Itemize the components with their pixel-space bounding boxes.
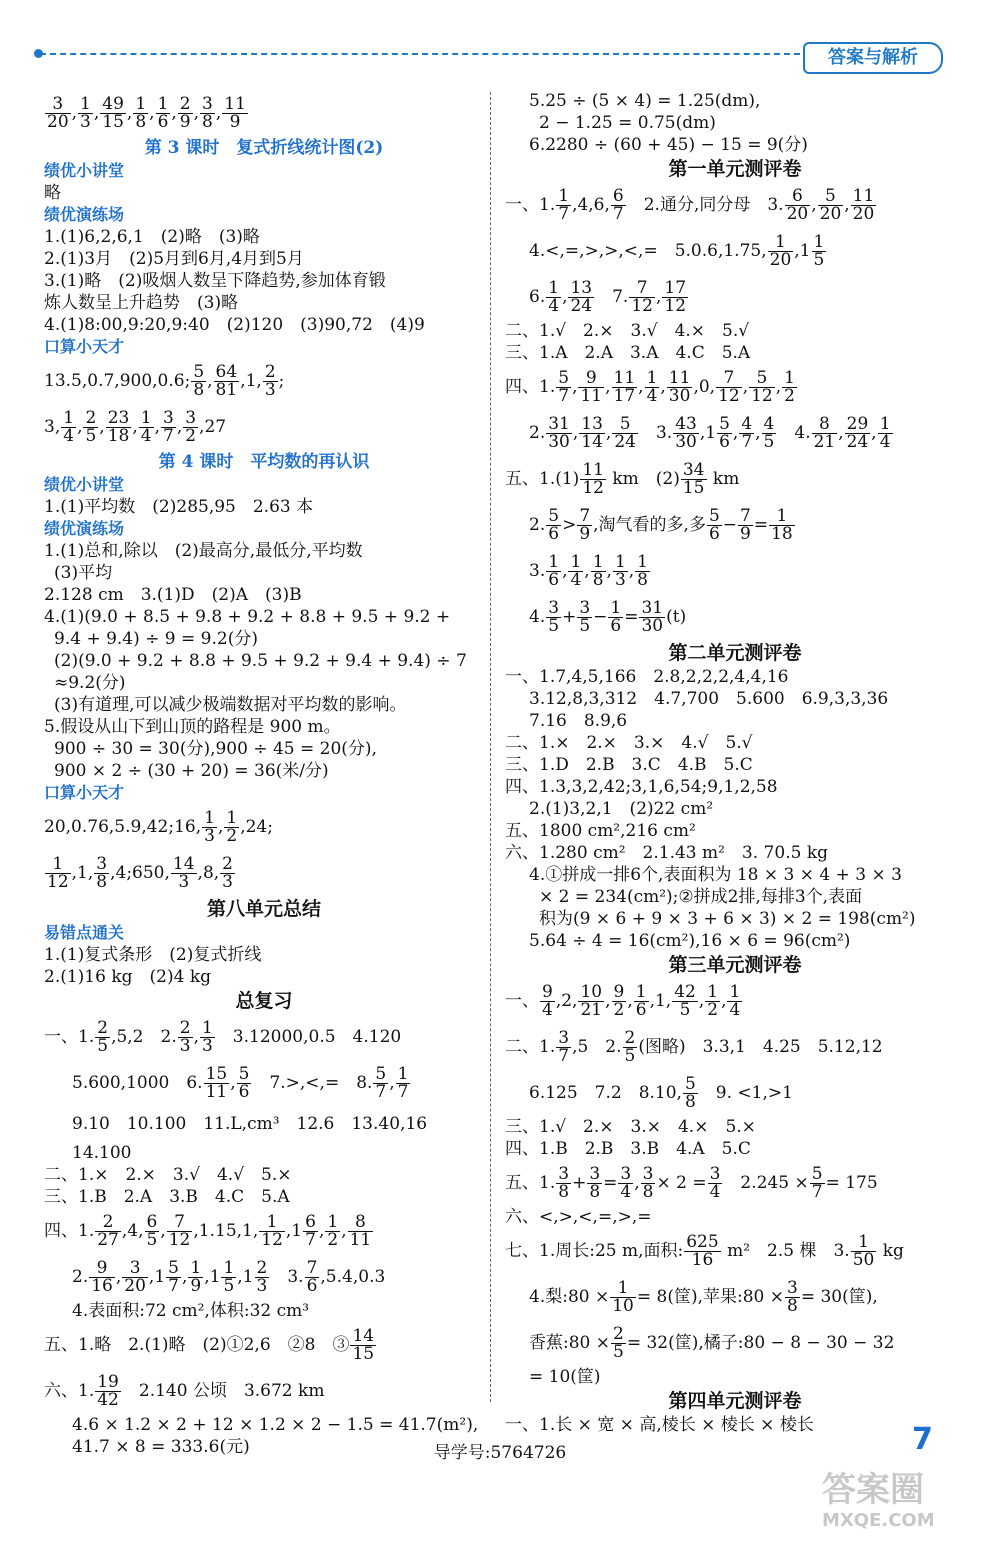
fraction: $\frac{2}{3}$ (222, 854, 233, 892)
answer-line: 二、1.× 2.× 3.× 4.√ 5.√ (505, 733, 753, 753)
fraction: $\frac{3}{4}$ (620, 1164, 632, 1202)
section-xjt: 绩优小讲堂 (44, 475, 125, 494)
answer-line: 5.600,1000 6. $\frac{15}{11}$ , $\frac{5}{6}$ 7.>,<,= 8. $\frac{5}{7}$ , $\frac{1}{7}$ (72, 1064, 409, 1102)
fraction: $\frac{2}{9}$ (179, 94, 191, 132)
fraction: $\frac{8}{21}$ (813, 414, 836, 452)
answer-line: 4.(1)(9.0 + 8.5 + 9.8 + 9.2 + 8.8 + 9.5 + 9.2 + (44, 607, 451, 627)
fraction: $\frac{3}{7}$ (162, 408, 174, 446)
section-ks: 口算小天才 (44, 783, 125, 802)
fraction: $\frac{9}{2}$ (613, 982, 625, 1020)
answer-line: 三、1.A 2.A 3.A 4.C 5.A (505, 343, 751, 363)
answer-line: (2)(9.0 + 9.2 + 8.8 + 9.5 + 9.2 + 9.4 + 9.4) ÷ 7 (54, 651, 467, 671)
fraction: $\frac{1}{2}$ (226, 808, 238, 846)
fraction: $\frac{6}{5}$ (146, 1212, 158, 1250)
fraction: $\frac{7}{12}$ (168, 1212, 191, 1250)
mental-math-line: 3, $\frac{1}{4}$ , $\frac{2}{5}$ , $\frac{23}{18}$ , $\frac{1}{4}$ , $\frac{3}{7}$ , $\frac{3}{2}$ ,27 (44, 408, 227, 446)
header-divider (40, 53, 800, 55)
fraction: $\frac{7}{12}$ (631, 278, 653, 316)
fraction: $\frac{5}{8}$ (193, 362, 205, 400)
fraction: $\frac{17}{12}$ (664, 278, 687, 316)
fraction: $\frac{1}{4}$ (729, 982, 741, 1020)
answer-line: 炼人数呈上升趋势 (3)略 (44, 293, 239, 313)
fraction: $\frac{15}{11}$ (205, 1064, 228, 1102)
answer-line: 三、1.B 2.A 3.B 4.C 5.A (44, 1187, 290, 1207)
answer-line: 2.(1)16 kg (2)4 kg (44, 967, 212, 987)
fraction: $\frac{3}{8}$ (558, 1164, 570, 1202)
answer-line: 略 (44, 183, 61, 203)
column-divider (490, 92, 491, 1402)
fraction: $\frac{23}{18}$ (107, 408, 130, 446)
fraction: $\frac{2}{27}$ (97, 1212, 119, 1250)
fraction: $\frac{5}{6}$ (708, 506, 720, 544)
fraction: $\frac{7}{9}$ (740, 506, 751, 544)
answer-line: 一、1.长 × 宽 × 高,棱长 × 棱长 × 棱长 (505, 1415, 814, 1435)
answer-line: 7.16 8.9,6 (529, 711, 628, 731)
fraction: $\frac{13}{14}$ (581, 414, 603, 452)
fraction: $\frac{3}{8}$ (642, 1164, 654, 1202)
answer-line: 14.100 (72, 1143, 132, 1163)
fraction: $\frac{29}{24}$ (846, 414, 869, 452)
answer-line: 2. $\frac{9}{16}$ , $\frac{3}{20}$ ,1 $\frac{5}{7}$ , $\frac{1}{9}$ ,1 $\frac{1}{5}$ ,1 $\frac{2}{3}$ 3. $\frac{7}{6}$ ,5.4,0.3 (72, 1258, 386, 1296)
fraction: $\frac{3}{20}$ (47, 94, 69, 132)
fraction: $\frac{1}{6}$ (610, 598, 622, 636)
fraction: $\frac{9}{11}$ (580, 368, 603, 406)
section-ylc: 绩优演练场 (44, 519, 125, 538)
fraction: $\frac{2}{5}$ (85, 408, 97, 446)
fraction: $\frac{3}{20}$ (124, 1258, 146, 1296)
fraction: $\frac{1}{12}$ (261, 1212, 283, 1250)
fraction: $\frac{2}{3}$ (179, 1018, 191, 1056)
fraction: $\frac{2}{5}$ (97, 1018, 109, 1056)
fraction: $\frac{1}{4}$ (879, 414, 891, 452)
fraction: $\frac{5}{20}$ (819, 186, 842, 224)
fraction: $\frac{5}{7}$ (375, 1064, 387, 1102)
answer-line: 4.(1)8:00,9:20,9:40 (2)120 (3)90,72 (4)9 (44, 315, 425, 335)
answer-line: 2 − 1.25 = 0.75(dm) (539, 113, 716, 133)
fraction: $\frac{5}{24}$ (614, 414, 636, 452)
fraction: $\frac{1}{4}$ (570, 552, 582, 590)
section-yc: 易错点通关 (44, 923, 125, 942)
answer-line: 4. $\frac{3}{5}$ + $\frac{3}{5}$ − $\frac{1}{6}$ = $\frac{31}{30}$ (t) (529, 598, 687, 636)
answer-line: 4.表面积:72 cm²,体积:32 cm³ (72, 1301, 310, 1321)
fraction: $\frac{1}{8}$ (592, 552, 604, 590)
fraction: $\frac{5}{12}$ (751, 368, 773, 406)
fraction: $\frac{3}{8}$ (787, 1278, 798, 1316)
fraction: $\frac{1}{3}$ (201, 1018, 213, 1056)
fraction: $\frac{3}{7}$ (558, 1028, 570, 1066)
fraction: $\frac{1}{5}$ (813, 232, 825, 270)
answer-line: 9.4 + 9.4) ÷ 9 = 9.2(分) (54, 629, 258, 649)
fraction: $\frac{2}{3}$ (256, 1258, 268, 1296)
lesson-4-title: 第 4 课时 平均数的再认识 (158, 452, 370, 472)
section-ks: 口算小天才 (44, 337, 125, 356)
fraction: $\frac{5}{7}$ (168, 1258, 179, 1296)
fraction: $\frac{34}{15}$ (682, 460, 705, 498)
unit-3-test-title: 第三单元测评卷 (668, 954, 802, 976)
fraction: $\frac{1}{2}$ (327, 1212, 339, 1250)
fraction: $\frac{3}{2}$ (185, 408, 197, 446)
fraction: $\frac{64}{81}$ (215, 362, 238, 400)
answer-line: 4.①拼成一排6个,表面积为 18 × 3 × 4 + 3 × 3 (529, 865, 902, 885)
fraction: $\frac{5}{6}$ (719, 414, 730, 452)
fraction: $\frac{14}{3}$ (172, 854, 195, 892)
fraction: $\frac{1}{3}$ (204, 808, 215, 846)
lesson-3-title: 第 3 课时 复式折线统计图(2) (144, 138, 384, 158)
section-ylc: 绩优演练场 (44, 205, 125, 224)
answer-line: 四、1. $\frac{5}{7}$ , $\frac{9}{11}$ , $\frac{11}{17}$ , $\frac{1}{4}$ , $\frac{11}{30}$ ,0, $\frac{7}{12}$ , $\frac{5}{12}$ , $\frac{1}{2}$ (505, 368, 795, 406)
answer-line: 6.125 7.2 8.10, $\frac{5}{8}$ 9. <1,>1 (529, 1074, 793, 1112)
answer-line: × 2 = 234(cm²);②拼成2排,每排3个,表面 (539, 887, 863, 907)
fraction: $\frac{1}{2}$ (707, 982, 719, 1020)
fraction: $\frac{1}{7}$ (397, 1064, 409, 1102)
mental-math-line: $\frac{1}{12}$ ,1, $\frac{3}{8}$ ,4;650, $\frac{14}{3}$ ,8, $\frac{2}{3}$ (47, 854, 233, 892)
fraction: $\frac{10}{21}$ (580, 982, 603, 1020)
mental-math-line: 13.5,0.7,900,0.6; $\frac{5}{8}$ , $\frac{64}{81}$ ,1, $\frac{2}{3}$ ; (44, 362, 285, 400)
fraction: $\frac{5}{6}$ (238, 1064, 250, 1102)
answer-line: 二、1.√ 2.× 3.√ 4.× 5.√ (505, 321, 750, 341)
fraction: $\frac{11}{12}$ (582, 460, 604, 498)
fraction: $\frac{1}{12}$ (47, 854, 69, 892)
answer-line: ≈9.2(分) (54, 673, 126, 693)
answer-line: 香蕉:80 × $\frac{2}{5}$ = 32(筐),橘子:80 − 8 − 30 − 32 (529, 1324, 895, 1362)
fraction: $\frac{6}{7}$ (305, 1212, 316, 1250)
unit-4-test-title: 第四单元测评卷 (668, 1390, 802, 1412)
fraction: $\frac{1}{8}$ (135, 94, 147, 132)
fraction: $\frac{7}{9}$ (579, 506, 591, 544)
fraction: $\frac{1}{7}$ (558, 186, 570, 224)
fraction: $\frac{14}{15}$ (352, 1326, 375, 1364)
answer-line: 四、1.B 2.B 3.B 4.A 5.C (505, 1139, 751, 1159)
answer-line: 一、 $\frac{9}{4}$ ,2, $\frac{10}{21}$ , $\frac{9}{2}$ , $\frac{1}{6}$ ,1, $\frac{42}{5}$ , $\frac{1}{2}$ , $\frac{1}{4}$ (505, 982, 741, 1020)
answer-line: 五、1.(1) $\frac{11}{12}$ km (2) $\frac{34}{15}$ km (505, 460, 740, 498)
fraction: $\frac{1}{4}$ (548, 278, 560, 316)
fraction: $\frac{1}{4}$ (140, 408, 152, 446)
general-review-title: 总复习 (235, 990, 293, 1012)
answer-line: 1.(1)总和,除以 (2)最高分,最低分,平均数 (44, 541, 363, 561)
page-number: 7 (912, 1422, 933, 1457)
fraction: $\frac{3}{5}$ (548, 598, 560, 636)
fraction: $\frac{1}{50}$ (852, 1232, 875, 1270)
fraction: $\frac{5}{6}$ (548, 506, 560, 544)
unit-2-test-title: 第二单元测评卷 (668, 642, 802, 664)
answer-line: 2. $\frac{5}{6}$ > $\frac{7}{9}$ ,淘气看的多,多 $\frac{5}{6}$ − $\frac{7}{9}$ = $\frac{1}{18}$ (529, 506, 793, 544)
fraction: $\frac{7}{6}$ (306, 1258, 318, 1296)
answer-line: 一、1.7,4,5,166 2.8,2,2,2,4,4,16 (505, 667, 789, 687)
left-column (44, 90, 484, 1458)
right-column (505, 90, 965, 1436)
answer-line: 4.梨:80 × $\frac{1}{10}$ = 8(筐),苹果:80 × $\frac{3}{8}$ = 30(筐), (529, 1278, 878, 1316)
section-xjt: 绩优小讲堂 (44, 161, 125, 180)
answer-line: 一、1. $\frac{1}{7}$ ,4,6, $\frac{6}{7}$ 2.通分,同分母 3. $\frac{6}{20}$ , $\frac{5}{20}$ , $\frac{11}{20}$ (505, 186, 875, 224)
answer-line: 二、1.× 2.× 3.√ 4.√ 5.× (44, 1165, 292, 1185)
mental-math-line: 20,0.76,5.9,42;16, $\frac{1}{3}$ , $\frac{1}{2}$ ,24; (44, 808, 273, 846)
answer-line: 1.(1)平均数 (2)285,95 2.63 本 (44, 497, 314, 517)
fraction: $\frac{1}{3}$ (80, 94, 91, 132)
fraction: $\frac{3}{4}$ (709, 1164, 721, 1202)
fraction: $\frac{1}{5}$ (223, 1258, 235, 1296)
fraction: $\frac{3}{8}$ (96, 854, 108, 892)
fraction: $\frac{6}{20}$ (786, 186, 809, 224)
answer-line: 2.(1)3,2,1 (2)22 cm² (529, 799, 714, 819)
fraction: $\frac{1}{8}$ (637, 552, 648, 590)
fraction: $\frac{5}{7}$ (811, 1164, 823, 1202)
answer-line: 2. $\frac{31}{30}$ , $\frac{13}{14}$ , $\frac{5}{24}$ 3. $\frac{43}{30}$ ,1 $\frac{5}{6}$ , $\frac{4}{7}$ , $\frac{4}{5}$ 4. $\frac{8}{21}$ , $\frac{29}{24}$ , $\frac{1}{4}$ (529, 414, 891, 452)
answer-line: 5.64 ÷ 4 = 16(cm²),16 × 6 = 96(cm²) (529, 931, 851, 951)
fraction: $\frac{3}{8}$ (202, 94, 213, 132)
answer-line: 六、1. $\frac{19}{42}$ 2.140 公顷 3.672 km (44, 1372, 325, 1410)
fraction-row: $\frac{3}{20}$ , $\frac{1}{3}$ , $\frac{49}{15}$ , $\frac{1}{8}$ , $\frac{1}{6}$ , $\frac{2}{9}$ , $\frac{3}{8}$ , $\frac{11}{9}$ (47, 94, 246, 132)
answer-line: 四、1.3,3,2,42;3,1,6,54;9,1,2,58 (505, 777, 778, 797)
answer-line: 五、1. $\frac{3}{8}$ + $\frac{3}{8}$ = $\frac{3}{4}$ , $\frac{3}{8}$ × 2 = $\frac{3}{4}$ 2.245 × $\frac{5}{7}$ = 175 (505, 1164, 878, 1202)
fraction: $\frac{1}{9}$ (190, 1258, 202, 1296)
answer-line: 900 × 2 ÷ (30 + 20) = 36(米/分) (54, 761, 329, 781)
fraction: $\frac{1}{6}$ (157, 94, 169, 132)
fraction: $\frac{5}{7}$ (558, 368, 570, 406)
fraction: $\frac{2}{3}$ (264, 362, 276, 400)
fraction: $\frac{7}{12}$ (718, 368, 740, 406)
fraction: $\frac{1}{3}$ (614, 552, 626, 590)
fraction: $\frac{5}{8}$ (684, 1074, 696, 1112)
fraction: $\frac{4}{7}$ (741, 414, 753, 452)
answer-line: 6. $\frac{1}{4}$ , $\frac{13}{24}$ 7. $\frac{7}{12}$ , $\frac{17}{12}$ (529, 278, 687, 316)
answer-line: 3.12,8,3,312 4.7,700 5.600 6.9,3,3,36 (529, 689, 889, 709)
answer-line: 一、1. $\frac{2}{5}$ ,5,2 2. $\frac{2}{3}$ , $\frac{1}{3}$ 3.12000,0.5 4.120 (44, 1018, 402, 1056)
fraction: $\frac{11}{30}$ (668, 368, 691, 406)
fraction: $\frac{11}{9}$ (224, 94, 246, 132)
answer-line: = 10(筐) (529, 1367, 601, 1387)
answer-line: 9.10 10.100 11.L,cm³ 12.6 13.40,16 (72, 1114, 428, 1134)
fraction: $\frac{2}{5}$ (613, 1324, 624, 1362)
answer-line: 五、1.略 2.(1)略 (2)①2,6 ②8 ③ $\frac{14}{15}$ (44, 1326, 375, 1364)
fraction: $\frac{1}{20}$ (769, 232, 792, 270)
answer-line: 1.(1)6,2,6,1 (2)略 (3)略 (44, 227, 260, 247)
answer-line: 六、<,>,<,=,>,= (505, 1207, 652, 1227)
guide-number: 导学号:5764726 (433, 1443, 567, 1463)
answer-line: 4.6 × 1.2 × 2 + 12 × 1.2 × 2 − 1.5 = 41.7(m²), (72, 1415, 479, 1435)
unit-1-test-title: 第一单元测评卷 (668, 158, 802, 180)
fraction: $\frac{6}{7}$ (612, 186, 624, 224)
answer-line: 6.2280 ÷ (60 + 45) − 15 = 9(分) (529, 135, 808, 155)
fraction: $\frac{11}{17}$ (613, 368, 636, 406)
fraction: $\frac{19}{42}$ (97, 1372, 119, 1410)
answer-line: 七、1.周长:25 m,面积: $\frac{625}{16}$ m² 2.5 棵 3. $\frac{1}{50}$ kg (505, 1232, 904, 1270)
fraction: $\frac{31}{30}$ (641, 598, 664, 636)
watermark-logo: 答案圈 MXQE.COM (822, 1470, 935, 1531)
answer-line: 5.假设从山下到山顶的路程是 900 m。 (44, 717, 341, 737)
fraction: $\frac{1}{18}$ (771, 506, 793, 544)
answer-line: 四、1. $\frac{2}{27}$ ,4, $\frac{6}{5}$ , $\frac{7}{12}$ ,1.15,1, $\frac{1}{12}$ ,1 $\frac{6}{7}$ , $\frac{1}{2}$ , $\frac{8}{11}$ (44, 1212, 372, 1250)
fraction: $\frac{4}{5}$ (763, 414, 775, 452)
answer-line: 五、1800 cm²,216 cm² (505, 821, 696, 841)
fraction: $\frac{1}{10}$ (612, 1278, 634, 1316)
answer-line: 900 ÷ 30 = 30(分),900 ÷ 45 = 20(分), (54, 739, 377, 759)
fraction: $\frac{49}{15}$ (102, 94, 124, 132)
answer-line: 积为(9 × 6 + 9 × 3 + 6 × 3) × 2 = 198(cm²) (539, 909, 916, 929)
fraction: $\frac{8}{11}$ (349, 1212, 372, 1250)
answer-line: 3. $\frac{1}{6}$ , $\frac{1}{4}$ , $\frac{1}{8}$ , $\frac{1}{3}$ , $\frac{1}{8}$ (529, 552, 648, 590)
unit-8-summary-title: 第八单元总结 (206, 898, 321, 920)
fraction: $\frac{1}{4}$ (63, 408, 75, 446)
fraction: $\frac{1}{6}$ (548, 552, 560, 590)
answer-line: 5.25 ÷ (5 × 4) = 1.25(dm), (529, 91, 761, 111)
fraction: $\frac{3}{8}$ (589, 1164, 601, 1202)
fraction: $\frac{2}{5}$ (624, 1028, 636, 1066)
answer-line: 2.128 cm 3.(1)D (2)A (3)B (44, 585, 302, 605)
fraction: $\frac{3}{5}$ (579, 598, 591, 636)
answer-line: 二、1. $\frac{3}{7}$ ,5 2. $\frac{2}{5}$ (图略) 3.3,1 4.25 5.12,12 (505, 1028, 883, 1066)
answer-line: 三、1.D 2.B 3.C 4.B 5.C (505, 755, 753, 775)
answer-line: 1.(1)复式条形 (2)复式折线 (44, 945, 262, 965)
header-badge: 答案与解析 (803, 42, 943, 74)
fraction: $\frac{42}{5}$ (674, 982, 696, 1020)
fraction: $\frac{1}{6}$ (635, 982, 647, 1020)
fraction: $\frac{1}{4}$ (646, 368, 658, 406)
fraction: $\frac{9}{16}$ (91, 1258, 113, 1296)
answer-line: (3)有道理,可以减少极端数据对平均数的影响。 (54, 695, 407, 715)
answer-line: 2.(1)3月 (2)5月到6月,4月到5月 (44, 249, 304, 269)
fraction: $\frac{1}{2}$ (784, 368, 795, 406)
answer-line: 六、1.280 cm² 2.1.43 m² 3. 70.5 kg (505, 843, 828, 863)
fraction: $\frac{9}{4}$ (542, 982, 553, 1020)
answer-line: 3.(1)略 (2)吸烟人数呈下降趋势,参加体育锻 (44, 271, 386, 291)
fraction: $\frac{31}{30}$ (548, 414, 570, 452)
fraction: $\frac{13}{24}$ (570, 278, 593, 316)
answer-line: 41.7 × 8 = 333.6(元) (72, 1437, 250, 1457)
fraction: $\frac{43}{30}$ (675, 414, 697, 452)
answer-line: 三、1.√ 2.× 3.× 4.× 5.× (505, 1117, 756, 1137)
answer-line: 4.<,=,>,>,<,= 5.0.6,1.75, $\frac{1}{20}$ ,1 $\frac{1}{5}$ (529, 232, 825, 270)
answer-line: (3)平均 (54, 563, 113, 583)
fraction: $\frac{11}{20}$ (852, 186, 875, 224)
fraction: $\frac{625}{16}$ (686, 1232, 719, 1270)
